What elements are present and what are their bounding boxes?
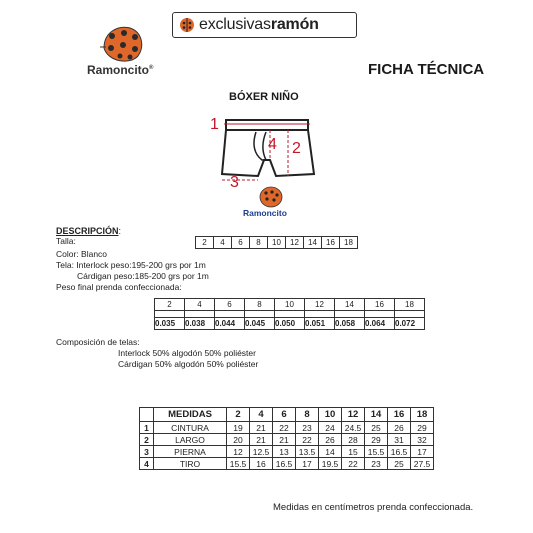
weights-sizes-row <box>155 299 425 311</box>
measure-cell: 21 <box>250 434 273 446</box>
weight-value-cell: 0.051 <box>305 318 335 330</box>
measures-row-name: PIERNA <box>154 446 227 458</box>
measure-cell: 16.5 <box>388 446 411 458</box>
talla-size-cell: 4 <box>214 237 232 249</box>
measure-cell: 15.5 <box>365 446 388 458</box>
measure-cell: 22 <box>342 458 365 470</box>
weights-values-row <box>155 318 425 330</box>
weight-size-cell: 12 <box>305 299 335 311</box>
measure-cell: 24 <box>319 422 342 434</box>
measures-row-index: 1 <box>140 422 154 434</box>
description-heading-text: DESCRIPCIÓN <box>56 226 119 236</box>
talla-size-cell: 6 <box>232 237 250 249</box>
measure-cell: 23 <box>365 458 388 470</box>
talla-sizes-row <box>196 237 358 249</box>
measure-cell: 19.5 <box>319 458 342 470</box>
talla-label: Talla: <box>56 236 76 246</box>
measures-header-idx <box>140 408 154 422</box>
measure-cell: 20 <box>227 434 250 446</box>
weight-size-cell: 10 <box>275 299 305 311</box>
talla-size-cell: 10 <box>268 237 286 249</box>
ramoncito-label <box>87 63 153 77</box>
brand-name-light: exclusivas <box>199 16 271 33</box>
peso-line: Peso final prenda confeccionada: <box>56 282 182 292</box>
footer-note: Medidas en centímetros prenda confeccionada. <box>273 502 474 513</box>
measures-header-label: MEDIDAS <box>154 408 227 422</box>
talla-sizes-table <box>195 236 358 249</box>
description-heading <box>56 226 121 236</box>
brand-name <box>199 16 319 34</box>
measure-cell: 25 <box>365 422 388 434</box>
weight-value-cell: 0.038 <box>185 318 215 330</box>
measure-cell: 22 <box>296 434 319 446</box>
weight-size-cell: 18 <box>395 299 425 311</box>
measures-header-size: 14 <box>365 408 388 422</box>
measures-header-size: 2 <box>227 408 250 422</box>
weight-value-cell: 0.050 <box>275 318 305 330</box>
measures-row-name: TIRO <box>154 458 227 470</box>
measure-cell: 12.5 <box>250 446 273 458</box>
measures-header-size: 8 <box>296 408 319 422</box>
marker-1: 1 <box>210 116 219 133</box>
weight-size-cell: 4 <box>185 299 215 311</box>
ramoncito-small-logo <box>258 185 284 209</box>
measure-cell: 17 <box>296 458 319 470</box>
talla-size-cell: 8 <box>250 237 268 249</box>
measure-cell: 28 <box>342 434 365 446</box>
talla-size-cell: 14 <box>304 237 322 249</box>
measures-table <box>139 407 434 470</box>
description-heading-colon: : <box>118 226 122 236</box>
ladybug-icon <box>179 17 195 33</box>
ficha-tecnica-title: FICHA TÉCNICA <box>368 61 485 78</box>
weight-size-cell: 16 <box>365 299 395 311</box>
measure-cell: 15 <box>342 446 365 458</box>
talla-size-cell: 12 <box>286 237 304 249</box>
measure-cell: 26 <box>319 434 342 446</box>
measures-header-size: 18 <box>411 408 434 422</box>
measures-row-tiro <box>140 458 434 470</box>
measure-cell: 31 <box>388 434 411 446</box>
brand-logo-box <box>172 12 357 38</box>
measures-row-pierna <box>140 446 434 458</box>
ladybug-icon <box>258 185 284 209</box>
measure-cell: 27.5 <box>411 458 434 470</box>
weight-size-cell: 6 <box>215 299 245 311</box>
measure-cell: 23 <box>296 422 319 434</box>
measure-cell: 12 <box>227 446 250 458</box>
measures-row-cintura <box>140 422 434 434</box>
marker-3: 3 <box>230 174 239 191</box>
weight-gap-cell <box>215 311 245 318</box>
registered-mark: ® <box>149 65 154 71</box>
measure-cell: 13 <box>273 446 296 458</box>
weight-value-cell: 0.035 <box>155 318 185 330</box>
measures-header-size: 10 <box>319 408 342 422</box>
weight-gap-cell <box>395 311 425 318</box>
measure-cell: 21 <box>250 422 273 434</box>
measure-cell: 16.5 <box>273 458 296 470</box>
weight-gap-cell <box>335 311 365 318</box>
measure-cell: 17 <box>411 446 434 458</box>
composition-heading: Composición de telas: <box>56 337 140 347</box>
weight-value-cell: 0.045 <box>245 318 275 330</box>
product-title: BÓXER NIÑO <box>229 91 299 103</box>
measure-cell: 24.5 <box>342 422 365 434</box>
composition-line-1: Interlock 50% algodón 50% poliéster <box>118 348 256 358</box>
weight-gap-cell <box>185 311 215 318</box>
measures-row-name: CINTURA <box>154 422 227 434</box>
measures-header-row <box>140 408 434 422</box>
ladybug-icon <box>98 22 148 64</box>
measures-header-size: 6 <box>273 408 296 422</box>
measure-cell: 32 <box>411 434 434 446</box>
weight-value-cell: 0.072 <box>395 318 425 330</box>
measures-row-index: 2 <box>140 434 154 446</box>
weights-table <box>154 298 425 330</box>
measure-cell: 22 <box>273 422 296 434</box>
ramoncito-small-label: Ramoncito <box>243 208 287 218</box>
color-line: Color: Blanco <box>56 249 108 259</box>
measure-cell: 15.5 <box>227 458 250 470</box>
measure-cell: 14 <box>319 446 342 458</box>
weight-gap-cell <box>155 311 185 318</box>
weight-value-cell: 0.044 <box>215 318 245 330</box>
tela-line-2: Cárdigan peso:185-200 grs por 1m <box>77 271 209 281</box>
weight-gap-cell <box>245 311 275 318</box>
measures-header-size: 12 <box>342 408 365 422</box>
ramoncito-logo <box>98 22 148 64</box>
measure-cell: 13.5 <box>296 446 319 458</box>
measures-header-size: 16 <box>388 408 411 422</box>
measure-cell: 21 <box>273 434 296 446</box>
weight-size-cell: 2 <box>155 299 185 311</box>
composition-line-2: Cárdigan 50% algodón 50% poliéster <box>118 359 259 369</box>
measures-row-name: LARGO <box>154 434 227 446</box>
talla-size-cell: 16 <box>322 237 340 249</box>
measures-row-largo <box>140 434 434 446</box>
measures-row-index: 3 <box>140 446 154 458</box>
marker-2: 2 <box>292 140 301 157</box>
measure-cell: 16 <box>250 458 273 470</box>
weight-size-cell: 8 <box>245 299 275 311</box>
measure-cell: 19 <box>227 422 250 434</box>
measure-cell: 29 <box>365 434 388 446</box>
measure-cell: 29 <box>411 422 434 434</box>
weight-size-cell: 14 <box>335 299 365 311</box>
measures-header-size: 4 <box>250 408 273 422</box>
measure-cell: 26 <box>388 422 411 434</box>
weight-value-cell: 0.058 <box>335 318 365 330</box>
weight-value-cell: 0.064 <box>365 318 395 330</box>
ramoncito-label-text: Ramoncito <box>87 63 150 77</box>
brand-name-bold: ramón <box>270 16 319 33</box>
talla-size-cell: 18 <box>340 237 358 249</box>
weight-gap-cell <box>275 311 305 318</box>
weight-gap-cell <box>365 311 395 318</box>
talla-size-cell: 2 <box>196 237 214 249</box>
measures-row-index: 4 <box>140 458 154 470</box>
weight-gap-cell <box>305 311 335 318</box>
weights-gap-row <box>155 311 425 318</box>
tela-line-1: Tela: Interlock peso:195-200 grs por 1m <box>56 260 206 270</box>
measure-cell: 25 <box>388 458 411 470</box>
marker-4: 4 <box>268 136 277 153</box>
